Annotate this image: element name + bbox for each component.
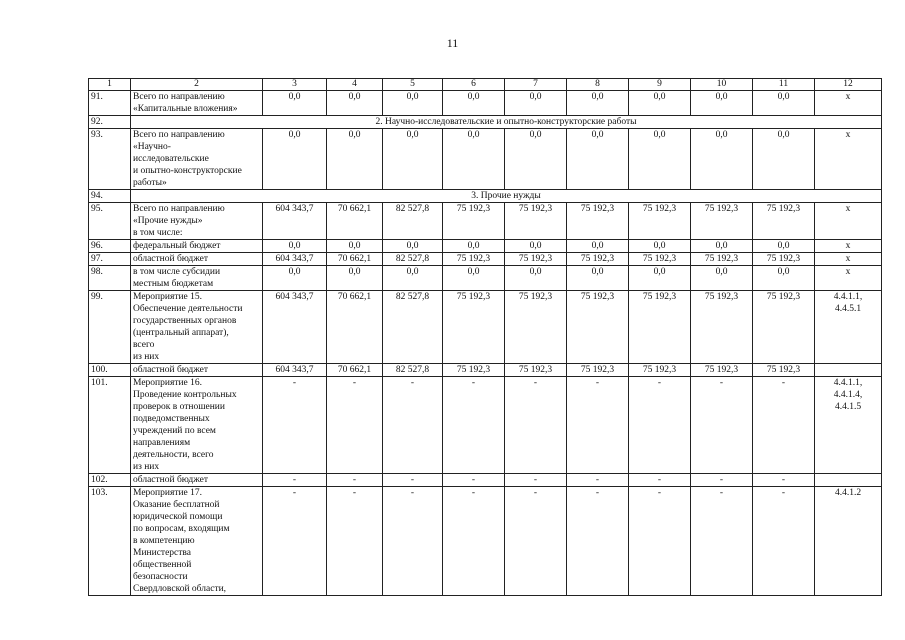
row-number: 97. (89, 253, 131, 266)
value-cell: 0,0 (629, 129, 691, 190)
value-cell: 75 192,3 (443, 291, 505, 364)
value-cell: - (263, 487, 327, 596)
page-number: 11 (446, 36, 459, 50)
description-line: областной бюджет (133, 475, 209, 485)
value-cell: 0,0 (629, 91, 691, 116)
description-line: государственных органов (133, 316, 237, 326)
row-number: 95. (89, 203, 131, 240)
table-row (89, 203, 882, 240)
value-cell: - (567, 474, 629, 487)
value-cell: 75 192,3 (443, 364, 505, 377)
value-cell: 0,0 (443, 129, 505, 190)
value-cell: 0,0 (327, 129, 383, 190)
target-code (815, 364, 882, 377)
value-cell: - (567, 487, 629, 596)
code-line: х (845, 241, 851, 251)
header-cell: 5 (383, 79, 443, 91)
value-cell: 0,0 (567, 266, 629, 291)
row-description (131, 364, 263, 377)
row-number: 98. (89, 266, 131, 291)
value-cell: 0,0 (691, 129, 753, 190)
description-line: федеральный бюджет (133, 241, 221, 251)
value-cell: 75 192,3 (753, 253, 815, 266)
description-line: «Научно- (133, 142, 171, 152)
description-line: учреждений по всем (133, 426, 216, 436)
code-line: 4.4.5.1 (834, 304, 862, 314)
description-line: Обеспечение деятельности (133, 304, 243, 314)
value-cell: 0,0 (505, 266, 567, 291)
table-row (89, 129, 882, 190)
description-line: Всего по направлению (133, 130, 225, 140)
description-line: Свердловской области, (133, 584, 227, 594)
header-cell: 11 (753, 79, 815, 91)
code-line: 4.4.1.1, (833, 292, 863, 302)
target-code (815, 240, 882, 253)
value-cell: 604 343,7 (263, 291, 327, 364)
value-cell: 70 662,1 (327, 364, 383, 377)
row-number: 100. (89, 364, 131, 377)
value-cell: 0,0 (263, 266, 327, 291)
row-number: 91. (89, 91, 131, 116)
section-row (89, 190, 882, 203)
table-row (89, 253, 882, 266)
target-code (815, 203, 882, 240)
header-cell: 2 (131, 79, 263, 91)
value-cell: 82 527,8 (383, 253, 443, 266)
value-cell: - (691, 487, 753, 596)
value-cell: - (753, 474, 815, 487)
value-cell: 0,0 (567, 91, 629, 116)
description-line: работы» (133, 178, 167, 188)
description-line: областной бюджет (133, 365, 209, 375)
value-cell: 0,0 (753, 240, 815, 253)
row-number: 96. (89, 240, 131, 253)
value-cell: 75 192,3 (691, 291, 753, 364)
table-header-row (89, 79, 882, 91)
value-cell: 0,0 (327, 266, 383, 291)
table-row (89, 487, 882, 596)
row-description (131, 203, 263, 240)
value-cell: - (505, 377, 567, 474)
value-cell: - (753, 487, 815, 596)
description-line: юридической помощи (133, 512, 223, 522)
value-cell: 0,0 (505, 240, 567, 253)
code-line: 4.4.1.4, (833, 390, 863, 400)
description-line: из них (133, 352, 160, 362)
description-line: Оказание бесплатной (133, 500, 220, 510)
row-description (131, 474, 263, 487)
value-cell: 604 343,7 (263, 203, 327, 240)
row-number: 99. (89, 291, 131, 364)
value-cell: - (567, 377, 629, 474)
value-cell: 82 527,8 (383, 203, 443, 240)
code-line: х (845, 267, 851, 277)
value-cell: - (629, 474, 691, 487)
table-row (89, 364, 882, 377)
header-cell: 7 (505, 79, 567, 91)
value-cell: 75 192,3 (505, 364, 567, 377)
value-cell: 75 192,3 (443, 203, 505, 240)
code-line: 4.4.1.5 (834, 402, 862, 412)
row-number: 103. (89, 487, 131, 596)
section-title: 2. Научно-исследовательские и опытно-конструкторские работы (131, 116, 882, 129)
table-row (89, 91, 882, 116)
row-number: 93. (89, 129, 131, 190)
description-line: Мероприятие 15. (133, 292, 203, 302)
value-cell: - (629, 377, 691, 474)
target-code (815, 91, 882, 116)
header-cell: 3 (263, 79, 327, 91)
value-cell: - (505, 487, 567, 596)
value-cell: - (753, 377, 815, 474)
header-cell: 4 (327, 79, 383, 91)
value-cell: 75 192,3 (753, 203, 815, 240)
value-cell: 0,0 (263, 129, 327, 190)
value-cell: 0,0 (753, 129, 815, 190)
row-description (131, 291, 263, 364)
value-cell: - (691, 377, 753, 474)
table-row (89, 240, 882, 253)
row-description (131, 266, 263, 291)
row-description (131, 253, 263, 266)
description-line: общественной (133, 560, 192, 570)
description-line: всего (133, 340, 155, 350)
value-cell: 0,0 (753, 91, 815, 116)
value-cell: 0,0 (691, 240, 753, 253)
table-row (89, 291, 882, 364)
description-line: из них (133, 462, 160, 472)
value-cell: - (629, 487, 691, 596)
value-cell: 0,0 (443, 240, 505, 253)
value-cell: 0,0 (443, 91, 505, 116)
row-description (131, 487, 263, 596)
value-cell: 0,0 (691, 91, 753, 116)
value-cell: 0,0 (383, 240, 443, 253)
description-line: «Прочие нужды» (133, 216, 203, 226)
value-cell: 70 662,1 (327, 253, 383, 266)
section-title: 3. Прочие нужды (131, 190, 882, 203)
value-cell: 75 192,3 (753, 364, 815, 377)
value-cell: - (505, 474, 567, 487)
value-cell: 0,0 (443, 266, 505, 291)
value-cell: 0,0 (505, 91, 567, 116)
value-cell: 604 343,7 (263, 253, 327, 266)
value-cell: - (263, 474, 327, 487)
value-cell: 75 192,3 (629, 364, 691, 377)
value-cell: 0,0 (629, 240, 691, 253)
value-cell: 0,0 (691, 266, 753, 291)
value-cell: 75 192,3 (629, 253, 691, 266)
target-code (815, 129, 882, 190)
description-line: местным бюджетам (133, 279, 214, 289)
value-cell: - (383, 377, 443, 474)
value-cell: 0,0 (263, 240, 327, 253)
value-cell: - (443, 474, 505, 487)
value-cell: 0,0 (327, 91, 383, 116)
code-line: х (845, 130, 851, 140)
description-line: проверок в отношении (133, 402, 225, 412)
value-cell: 604 343,7 (263, 364, 327, 377)
target-code (815, 474, 882, 487)
code-line: х (845, 204, 851, 214)
description-line: деятельности, всего (133, 450, 214, 460)
header-cell: 8 (567, 79, 629, 91)
value-cell: 0,0 (327, 240, 383, 253)
row-description (131, 240, 263, 253)
description-line: по вопросам, входящим (133, 524, 230, 534)
value-cell: - (383, 474, 443, 487)
description-line: областной бюджет (133, 254, 209, 264)
value-cell: - (383, 487, 443, 596)
description-line: безопасности (133, 572, 188, 582)
description-line: Всего по направлению (133, 204, 225, 214)
row-description (131, 377, 263, 474)
description-line: «Капитальные вложения» (133, 104, 238, 114)
value-cell: - (263, 377, 327, 474)
table-row (89, 266, 882, 291)
description-line: Всего по направлению (133, 92, 225, 102)
description-line: и опытно-конструкторские (133, 166, 242, 176)
target-code (815, 377, 882, 474)
value-cell: 0,0 (383, 266, 443, 291)
value-cell: - (443, 377, 505, 474)
value-cell: 75 192,3 (691, 203, 753, 240)
target-code (815, 291, 882, 364)
description-line: (центральный аппарат), (133, 328, 229, 338)
description-line: в компетенцию (133, 536, 195, 546)
value-cell: 82 527,8 (383, 364, 443, 377)
value-cell: 0,0 (263, 91, 327, 116)
value-cell: 75 192,3 (629, 291, 691, 364)
table-row (89, 377, 882, 474)
row-description (131, 129, 263, 190)
description-line: Проведение контрольных (133, 390, 237, 400)
value-cell: - (327, 377, 383, 474)
value-cell: 0,0 (505, 129, 567, 190)
value-cell: 75 192,3 (567, 253, 629, 266)
value-cell: 0,0 (383, 91, 443, 116)
value-cell: 0,0 (753, 266, 815, 291)
value-cell: - (691, 474, 753, 487)
description-line: Мероприятие 16. (133, 378, 203, 388)
description-line: в том числе: (133, 228, 183, 238)
target-code (815, 253, 882, 266)
section-row (89, 116, 882, 129)
target-code (815, 487, 882, 596)
value-cell: 75 192,3 (505, 253, 567, 266)
header-cell: 10 (691, 79, 753, 91)
header-cell: 6 (443, 79, 505, 91)
value-cell: 75 192,3 (691, 253, 753, 266)
value-cell: 82 527,8 (383, 291, 443, 364)
value-cell: 75 192,3 (753, 291, 815, 364)
row-number: 92. (89, 116, 131, 129)
header-cell: 12 (815, 79, 882, 91)
value-cell: 0,0 (383, 129, 443, 190)
target-code (815, 266, 882, 291)
value-cell: 0,0 (567, 129, 629, 190)
description-line: исследовательские (133, 154, 209, 164)
value-cell: - (327, 487, 383, 596)
value-cell: 75 192,3 (567, 364, 629, 377)
description-line: Министерства (133, 548, 191, 558)
row-description (131, 91, 263, 116)
table-row (89, 474, 882, 487)
value-cell: 70 662,1 (327, 203, 383, 240)
description-line: подведомственных (133, 414, 210, 424)
code-line: 4.4.1.2 (834, 488, 862, 498)
description-line: направлениям (133, 438, 191, 448)
value-cell: 75 192,3 (505, 291, 567, 364)
code-line: х (845, 254, 851, 264)
value-cell: 75 192,3 (443, 253, 505, 266)
value-cell: 75 192,3 (567, 291, 629, 364)
value-cell: 70 662,1 (327, 291, 383, 364)
budget-table (88, 78, 882, 596)
value-cell: 75 192,3 (567, 203, 629, 240)
value-cell: 0,0 (629, 266, 691, 291)
header-cell: 1 (89, 79, 131, 91)
value-cell: 75 192,3 (505, 203, 567, 240)
value-cell: - (443, 487, 505, 596)
description-line: в том числе субсидии (133, 267, 221, 277)
value-cell: - (327, 474, 383, 487)
row-number: 94. (89, 190, 131, 203)
value-cell: 75 192,3 (691, 364, 753, 377)
value-cell: 75 192,3 (629, 203, 691, 240)
code-line: 4.4.1.1, (833, 378, 863, 388)
row-number: 101. (89, 377, 131, 474)
header-cell: 9 (629, 79, 691, 91)
code-line: х (845, 92, 851, 102)
row-number: 102. (89, 474, 131, 487)
value-cell: 0,0 (567, 240, 629, 253)
description-line: Мероприятие 17. (133, 488, 203, 498)
